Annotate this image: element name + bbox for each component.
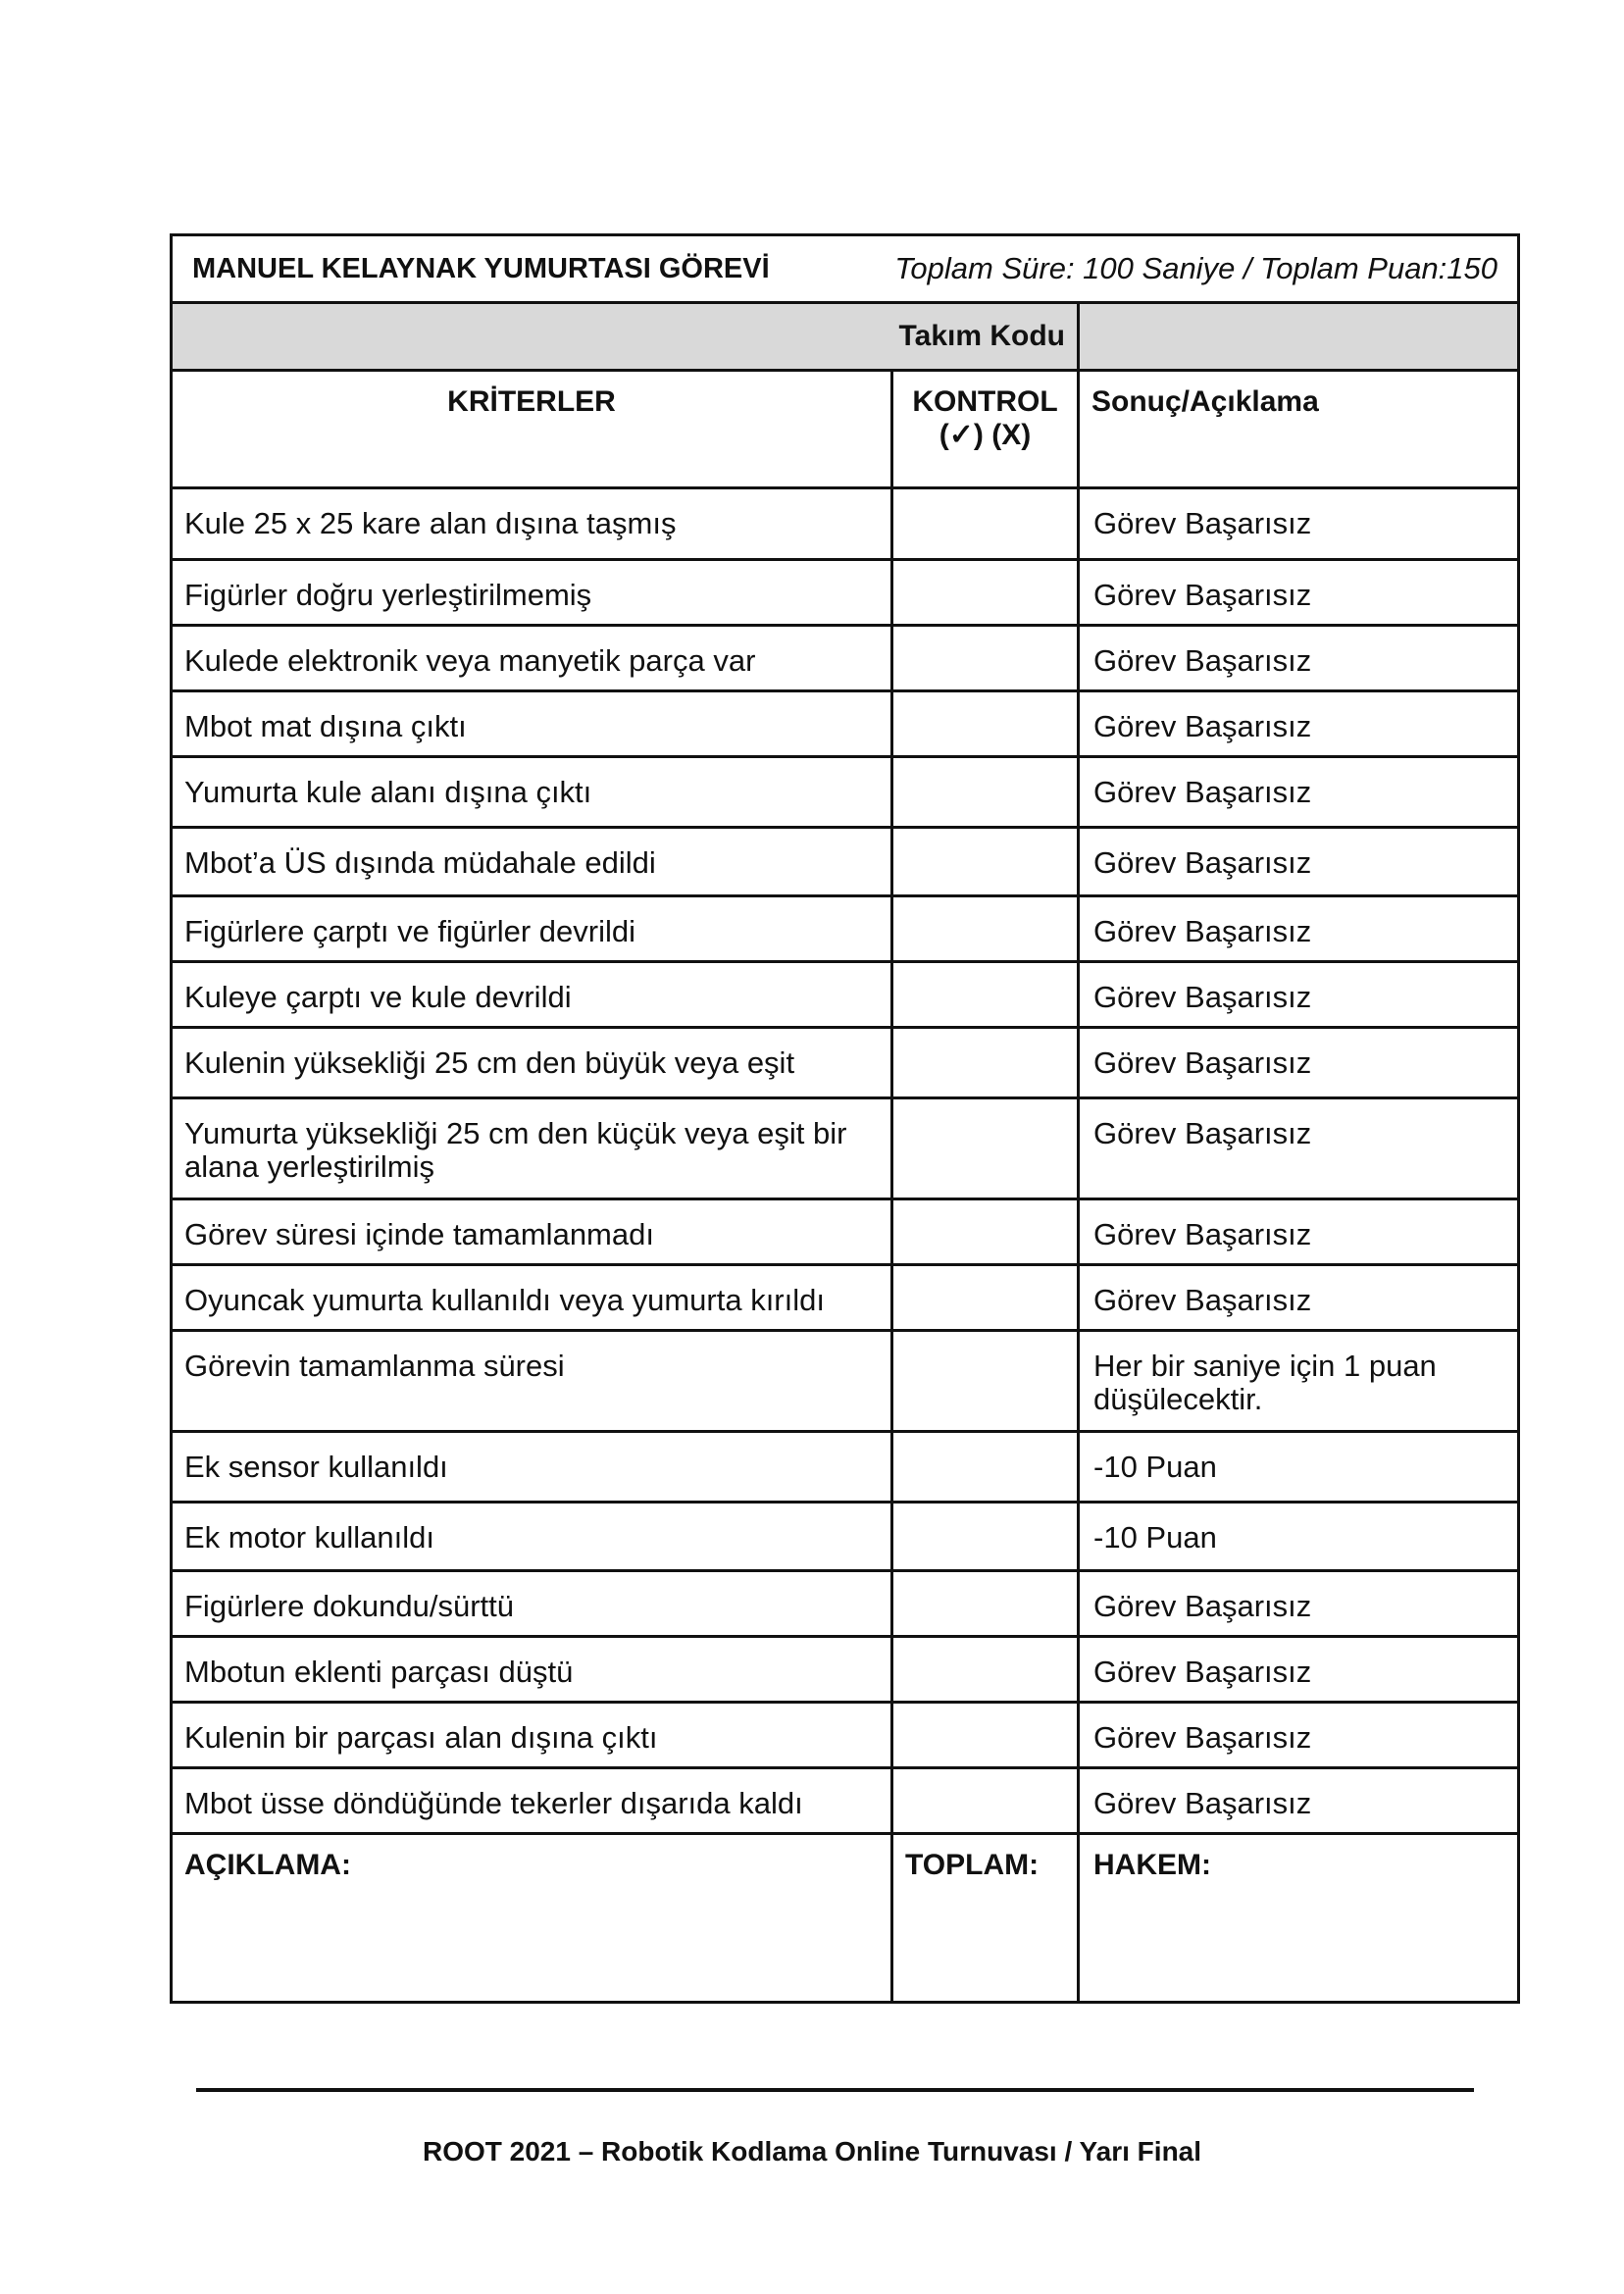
team-code-label: Takım Kodu — [898, 320, 1065, 352]
criteria-row — [172, 1432, 1519, 1503]
criteria-row — [172, 1637, 1519, 1703]
result-cell: Görev Başarısız — [1079, 691, 1519, 757]
criteria-row — [172, 626, 1519, 691]
criteria-cell: Oyuncak yumurta kullanıldı veya yumurta kırıldı — [172, 1265, 892, 1331]
criteria-cell: Ek sensor kullanıldı — [172, 1432, 892, 1503]
control-check-cell[interactable] — [892, 1703, 1079, 1768]
criteria-cell: Figürlere dokundu/sürttü — [172, 1571, 892, 1637]
criteria-cell: Kuleye çarptı ve kule devrildi — [172, 962, 892, 1028]
criteria-cell: Figürler doğru yerleştirilmemiş — [172, 560, 892, 626]
result-cell: Görev Başarısız — [1079, 1571, 1519, 1637]
explanation-field[interactable]: AÇIKLAMA: — [172, 1834, 892, 2003]
criteria-cell: Ek motor kullanıldı — [172, 1503, 892, 1571]
criteria-cell: Mbot mat dışına çıktı — [172, 691, 892, 757]
result-cell: -10 Puan — [1079, 1432, 1519, 1503]
control-check-cell[interactable] — [892, 1331, 1079, 1432]
control-check-cell[interactable] — [892, 1265, 1079, 1331]
scoring-table — [170, 233, 1520, 2004]
criteria-header: KRİTERLER — [172, 371, 892, 488]
criteria-cell: Figürlere çarptı ve figürler devrildi — [172, 896, 892, 962]
criteria-row — [172, 1571, 1519, 1637]
footer-caption: ROOT 2021 – Robotik Kodlama Online Turnuvası / Yarı Final — [422, 2136, 1202, 2167]
result-cell: Görev Başarısız — [1079, 1637, 1519, 1703]
criteria-row — [172, 691, 1519, 757]
control-check-cell[interactable] — [892, 757, 1079, 828]
result-cell: Görev Başarısız — [1079, 626, 1519, 691]
criteria-cell: Görevin tamamlanma süresi — [172, 1331, 892, 1432]
result-cell: Görev Başarısız — [1079, 560, 1519, 626]
result-header: Sonuç/Açıklama — [1079, 371, 1519, 488]
result-cell: Görev Başarısız — [1079, 1265, 1519, 1331]
criteria-row — [172, 1703, 1519, 1768]
result-cell: Görev Başarısız — [1079, 1098, 1519, 1199]
criteria-row — [172, 488, 1519, 560]
criteria-row — [172, 1768, 1519, 1834]
criteria-row — [172, 1265, 1519, 1331]
criteria-row — [172, 560, 1519, 626]
control-check-cell[interactable] — [892, 626, 1079, 691]
result-cell: Görev Başarısız — [1079, 1199, 1519, 1265]
control-check-cell[interactable] — [892, 1637, 1079, 1703]
team-code-row — [172, 303, 1519, 371]
result-cell: Her bir saniye için 1 puan düşülecektir. — [1079, 1331, 1519, 1432]
criteria-cell: Kulenin yüksekliği 25 cm den büyük veya eşit — [172, 1028, 892, 1098]
criteria-row — [172, 828, 1519, 896]
criteria-cell: Mbot’a ÜS dışında müdahale edildi — [172, 828, 892, 896]
control-check-cell[interactable] — [892, 1571, 1079, 1637]
control-check-cell[interactable] — [892, 691, 1079, 757]
control-header-marks: (✓) (X) — [939, 419, 1032, 451]
criteria-row — [172, 1331, 1519, 1432]
team-code-field[interactable] — [1079, 303, 1519, 371]
control-check-cell[interactable] — [892, 1098, 1079, 1199]
control-header — [892, 371, 1079, 488]
result-cell: Görev Başarısız — [1079, 962, 1519, 1028]
title-row — [172, 235, 1519, 303]
task-title: MANUEL KELAYNAK YUMURTASI GÖREVİ — [192, 253, 770, 284]
control-check-cell[interactable] — [892, 962, 1079, 1028]
task-meta: Toplam Süre: 100 Saniye / Toplam Puan:150 — [894, 251, 1498, 285]
criteria-row — [172, 1199, 1519, 1265]
summary-row — [172, 1834, 1519, 2003]
criteria-row — [172, 1028, 1519, 1098]
column-header-row — [172, 371, 1519, 488]
criteria-cell: Yumurta yüksekliği 25 cm den küçük veya eşit bir alana yerleştirilmiş — [172, 1098, 892, 1199]
control-check-cell[interactable] — [892, 1432, 1079, 1503]
control-check-cell[interactable] — [892, 1028, 1079, 1098]
criteria-cell: Görev süresi içinde tamamlanmadı — [172, 1199, 892, 1265]
result-cell: Görev Başarısız — [1079, 896, 1519, 962]
total-field[interactable]: TOPLAM: — [892, 1834, 1079, 2003]
criteria-cell: Mbotun eklenti parçası düştü — [172, 1637, 892, 1703]
criteria-cell: Kulenin bir parçası alan dışına çıktı — [172, 1703, 892, 1768]
criteria-row — [172, 1503, 1519, 1571]
control-check-cell[interactable] — [892, 1768, 1079, 1834]
control-check-cell[interactable] — [892, 488, 1079, 560]
criteria-cell: Mbot üsse döndüğünde tekerler dışarıda kaldı — [172, 1768, 892, 1834]
control-check-cell[interactable] — [892, 896, 1079, 962]
result-cell: Görev Başarısız — [1079, 1028, 1519, 1098]
result-cell: -10 Puan — [1079, 1503, 1519, 1571]
result-cell: Görev Başarısız — [1079, 1703, 1519, 1768]
referee-field[interactable]: HAKEM: — [1079, 1834, 1519, 2003]
result-cell: Görev Başarısız — [1079, 828, 1519, 896]
footer-divider — [196, 2088, 1474, 2092]
control-header-title: KONTROL — [912, 385, 1058, 418]
criteria-row — [172, 962, 1519, 1028]
result-cell: Görev Başarısız — [1079, 488, 1519, 560]
control-check-cell[interactable] — [892, 560, 1079, 626]
criteria-row — [172, 757, 1519, 828]
control-check-cell[interactable] — [892, 1199, 1079, 1265]
result-cell: Görev Başarısız — [1079, 1768, 1519, 1834]
criteria-row — [172, 896, 1519, 962]
control-check-cell[interactable] — [892, 1503, 1079, 1571]
criteria-cell: Kulede elektronik veya manyetik parça var — [172, 626, 892, 691]
criteria-cell: Yumurta kule alanı dışına çıktı — [172, 757, 892, 828]
result-cell: Görev Başarısız — [1079, 757, 1519, 828]
criteria-cell: Kule 25 x 25 kare alan dışına taşmış — [172, 488, 892, 560]
criteria-row — [172, 1098, 1519, 1199]
control-check-cell[interactable] — [892, 828, 1079, 896]
